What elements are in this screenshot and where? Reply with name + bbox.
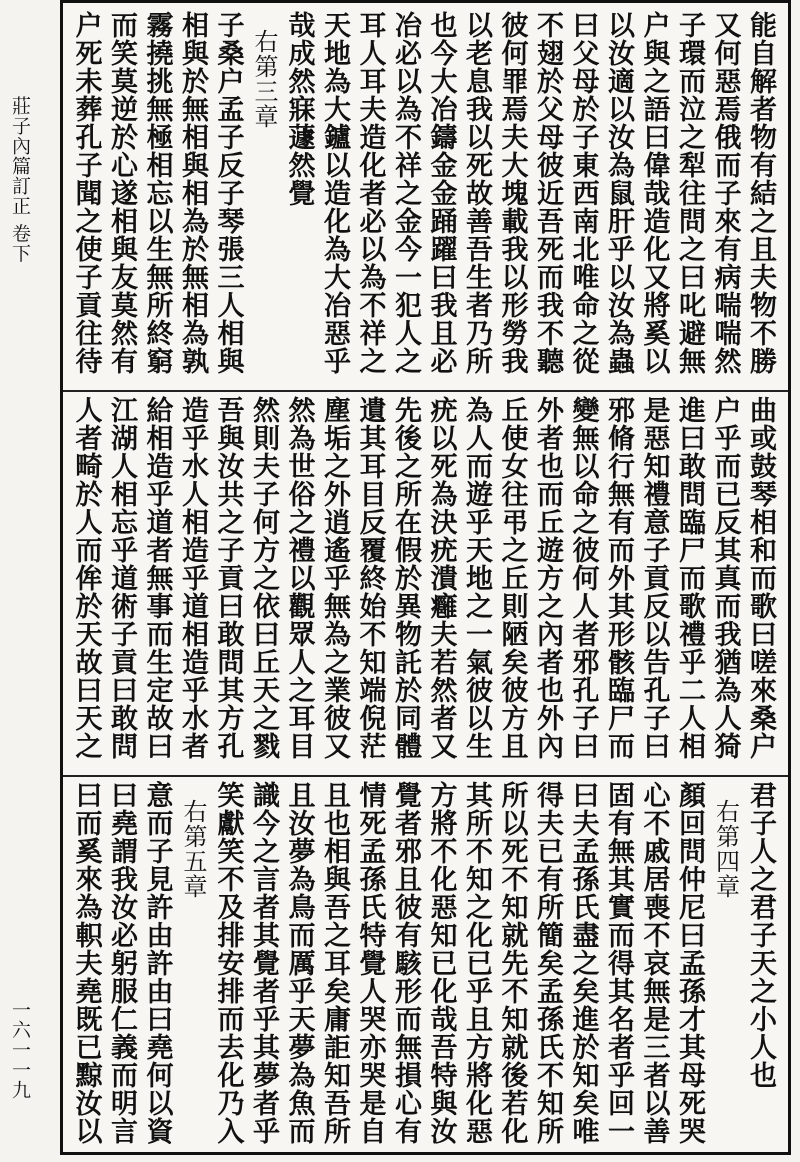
text-column: 邪脩行無有而外其形骸臨尸而 xyxy=(603,396,634,760)
text-column: 是惡知禮意子貢反以告孔子曰 xyxy=(638,396,670,760)
text-column: 造乎水人相造乎道相造乎水者 xyxy=(177,396,208,760)
text-column: 固有無其實而得其名者乎回一 xyxy=(603,781,634,1145)
text-column: 情死孟孫氏特覺人哭亦哭是自 xyxy=(354,781,386,1145)
text-column: 曲或鼓琴相和而歌曰嗟來桑户 xyxy=(745,396,776,760)
text-column: 丘使女往弔之丘則陋矣彼方且 xyxy=(496,396,528,760)
text-column: 君子人之君子天之小人也 xyxy=(745,781,776,1089)
text-column: 以汝適以汝為鼠肝乎以汝為蟲 xyxy=(603,11,634,375)
text-column: 曰父母於子東西南北唯命之從 xyxy=(567,11,599,375)
text-column: 得夫已有所簡矣孟孫氏不知所 xyxy=(532,781,563,1145)
column-group xyxy=(70,11,780,383)
text-column: 相與於無相與相為於無相為孰 xyxy=(177,11,208,375)
text-column: 哉成然寐蘧然覺 xyxy=(283,11,315,207)
text-column: 且也相與吾之耳矣庸詎知吾所 xyxy=(319,781,350,1145)
text-column: 户與之語曰偉哉造化又將奚以 xyxy=(638,11,670,375)
text-column: 心不戚居喪不哀無是三者以善 xyxy=(638,781,670,1145)
text-column: 吾與汝共之子貢曰敢問其方孔 xyxy=(212,396,244,760)
text-column: 先後之所在假於異物託於同體 xyxy=(390,396,421,760)
text-column: 子桑户孟子反子琴張三人相與 xyxy=(212,11,244,375)
text-column: 而笑莫逆於心遂相與友莫然有 xyxy=(106,11,137,375)
column-group xyxy=(70,781,780,1153)
text-column: 曰夫孟孫氏盡之矣進於知矣唯 xyxy=(567,781,599,1145)
text-column: 且汝夢為鳥而厲乎天夢為魚而 xyxy=(283,781,315,1145)
text-column: 方將不化惡知已化哉吾特與汝 xyxy=(425,781,457,1145)
text-column: 外者也而丘遊方之內者也外內 xyxy=(532,396,563,760)
text-column: 户死未葬孔子聞之使子貢往待 xyxy=(70,11,102,375)
chapter-heading: 右第四章 xyxy=(711,799,740,899)
text-column: 然則夫子何方之依曰丘天之戮 xyxy=(248,396,279,760)
text-column: 户乎而已反其真而我猶為人猗 xyxy=(709,396,741,760)
text-column: 也今大冶鑄金金踊躍曰我且必 xyxy=(425,11,457,375)
text-column: 變無以命之彼何人者邪孔子曰 xyxy=(567,396,599,760)
text-column: 進曰敢問臨尸而歌禮乎二人相 xyxy=(674,396,705,760)
text-column: 顏回問仲尼曰孟孫才其母死哭 xyxy=(674,781,705,1145)
text-column: 其所不知之化已乎且方將化惡 xyxy=(461,781,492,1145)
text-column: 所以死不知就先不知就後若化 xyxy=(496,781,528,1145)
text-frame xyxy=(60,0,791,1155)
text-band-bottom xyxy=(63,781,788,1153)
text-column: 為人而遊乎天地之一氣彼以生 xyxy=(461,396,492,760)
column-group xyxy=(70,396,780,768)
band-divider xyxy=(63,390,788,392)
text-column: 以老息我以死故善吾生者乃所 xyxy=(461,11,492,375)
text-column: 覺者邪且彼有駭形而無損心有 xyxy=(390,781,421,1145)
text-band-top xyxy=(63,11,788,383)
text-column: 又何惡焉俄而子來有病喘喘然 xyxy=(709,11,741,375)
text-column: 能自解者物有結之且夫物不勝 xyxy=(745,11,776,375)
text-column: 塵垢之外逍遙乎無為之業彼又 xyxy=(319,396,350,760)
band-divider xyxy=(63,775,788,777)
text-column: 天地為大鑪以造化為大冶惡乎 xyxy=(319,11,350,375)
text-column: 江湖人相忘乎道術子貢曰敢問 xyxy=(106,396,137,760)
text-column: 曰堯謂我汝必躬服仁義而明言 xyxy=(106,781,137,1145)
text-column: 笑獻笑不及排安排而去化乃入 xyxy=(212,781,244,1145)
text-column: 給相造乎道者無事而生定故曰 xyxy=(141,396,173,760)
text-column: 冶必以為不祥之金今一犯人之 xyxy=(390,11,421,375)
text-column: 意而子見許由許由曰堯何以資 xyxy=(141,781,173,1145)
text-column: 識今之言者其覺者乎其夢者乎 xyxy=(248,781,279,1145)
text-column: 子環而泣之犁往問之曰叱避無 xyxy=(674,11,705,375)
chapter-heading: 右第五章 xyxy=(179,799,207,899)
text-column: 遺其耳目反覆終始不知端倪茫 xyxy=(354,396,386,760)
text-column: 曰而奚來為軹夫堯既已黥汝以 xyxy=(70,781,102,1145)
text-column: 不翅於父母彼近吾死而我不聽 xyxy=(532,11,563,375)
margin-book-title: 莊子內篇訂正 卷下 xyxy=(9,96,31,264)
margin-page-number: 一六一一九 xyxy=(9,1000,31,1100)
text-column: 耳人耳夫造化者必以為不祥之 xyxy=(354,11,386,375)
text-column: 人者畸於人而侔於天故曰天之 xyxy=(70,396,102,760)
text-column: 然為世俗之禮以觀眾人之耳目 xyxy=(283,396,315,760)
text-column: 彼何罪焉夫大塊載我以形勞我 xyxy=(496,11,528,375)
text-band-middle xyxy=(63,396,788,768)
chapter-heading: 右第三章 xyxy=(250,29,278,129)
text-column: 疣以死為決疣潰癰夫若然者又 xyxy=(425,396,457,760)
text-column: 霧撓挑無極相忘以生無所終窮 xyxy=(141,11,173,375)
